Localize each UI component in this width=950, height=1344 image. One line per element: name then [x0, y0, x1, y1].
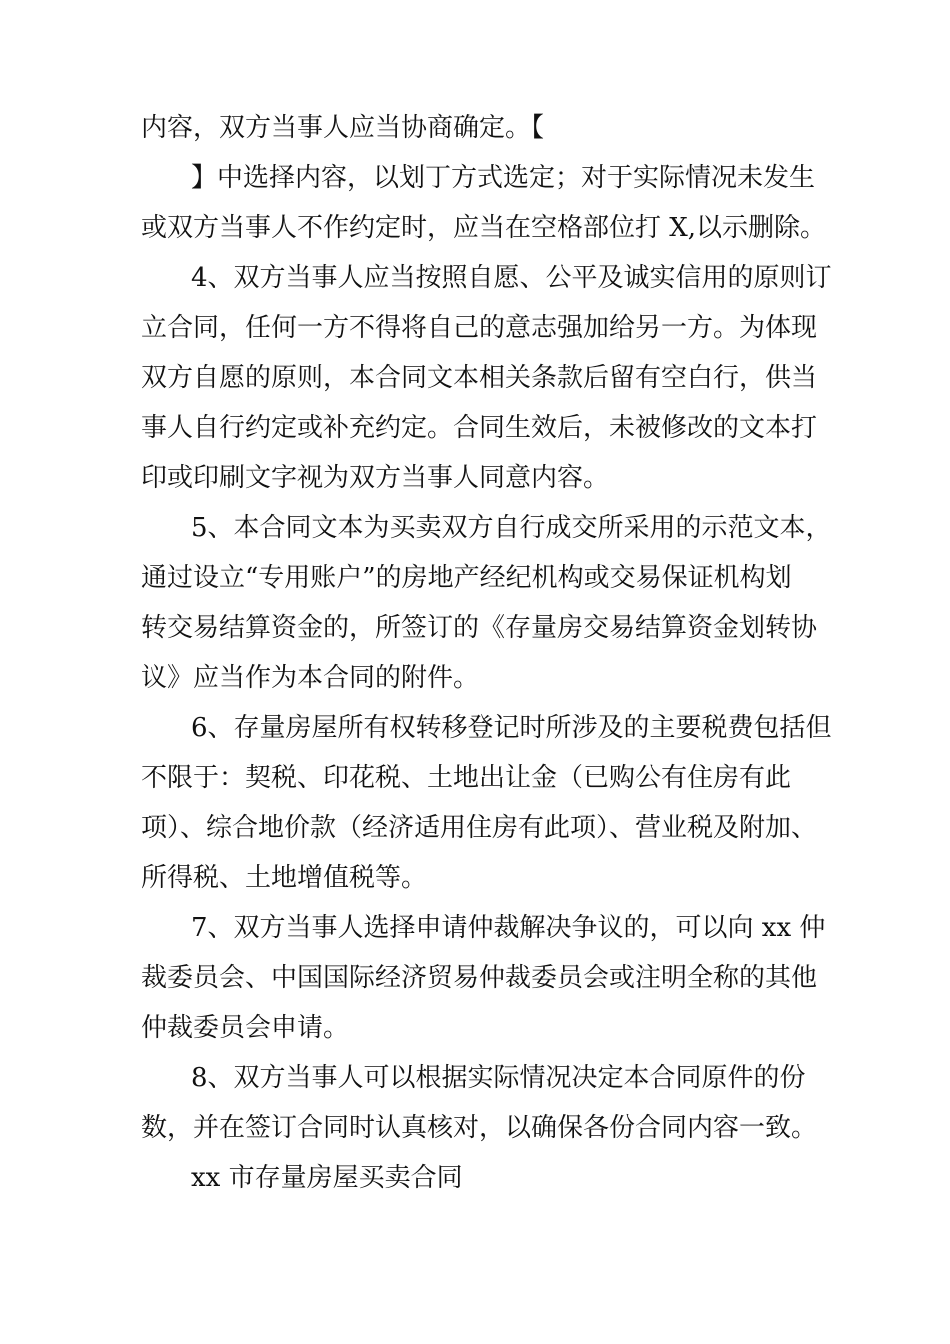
text-line: 仲裁委员会申请。: [141, 1013, 350, 1043]
paragraph-7-start: 7、双方当事人选择申请仲裁解决争议的，可以向 xx 仲: [191, 913, 826, 943]
paragraph-8-start: 8、双方当事人可以根据实际情况决定本合同原件的份: [191, 1063, 806, 1093]
text-line: 所得税、土地增值税等。: [141, 863, 428, 893]
text-line: 裁委员会、中国国际经济贸易仲裁委员会或注明全称的其他: [141, 963, 818, 993]
paragraph-5-start: 5、本合同文本为买卖双方自行成交所采用的示范文本，: [191, 513, 832, 543]
text-line: 或双方当事人不作约定时，应当在空格部位打 X,以示删除。: [141, 213, 827, 243]
text-line: 转交易结算资金的，所签订的《存量房交易结算资金划转协: [141, 613, 818, 643]
text-line: 事人自行约定或补充约定。合同生效后，未被修改的文本打: [141, 413, 818, 443]
text-line: 数，并在签订合同时认真核对，以确保各份合同内容一致。: [141, 1113, 818, 1143]
text-line: 议》应当作为本合同的附件。: [141, 663, 480, 693]
text-line: 印或印刷文字视为双方当事人同意内容。: [141, 463, 610, 493]
text-line: 内容，双方当事人应当协商确定。【: [141, 113, 545, 143]
text-line: 不限于：契税、印花税、土地出让金（已购公有住房有此: [141, 763, 792, 793]
document-body: [141, 103, 831, 1203]
text-line: 立合同，任何一方不得将自己的意志强加给另一方。为体现: [141, 313, 818, 343]
text-line: 项）、综合地价款（经济适用住房有此项）、营业税及附加、: [141, 813, 818, 843]
text-line: 】中选择内容，以划丁方式选定；对于实际情况未发生: [191, 163, 816, 193]
paragraph-4-start: 4、双方当事人应当按照自愿、公平及诚实信用的原则订: [191, 263, 832, 293]
text-line: 双方自愿的原则，本合同文本相关条款后留有空白行，供当: [141, 363, 818, 393]
paragraph-6-start: 6、存量房屋所有权转移登记时所涉及的主要税费包括但: [191, 713, 832, 743]
text-line: 通过设立“专用账户”的房地产经纪机构或交易保证机构划: [141, 563, 792, 593]
contract-title: xx 市存量房屋买卖合同: [191, 1163, 463, 1193]
